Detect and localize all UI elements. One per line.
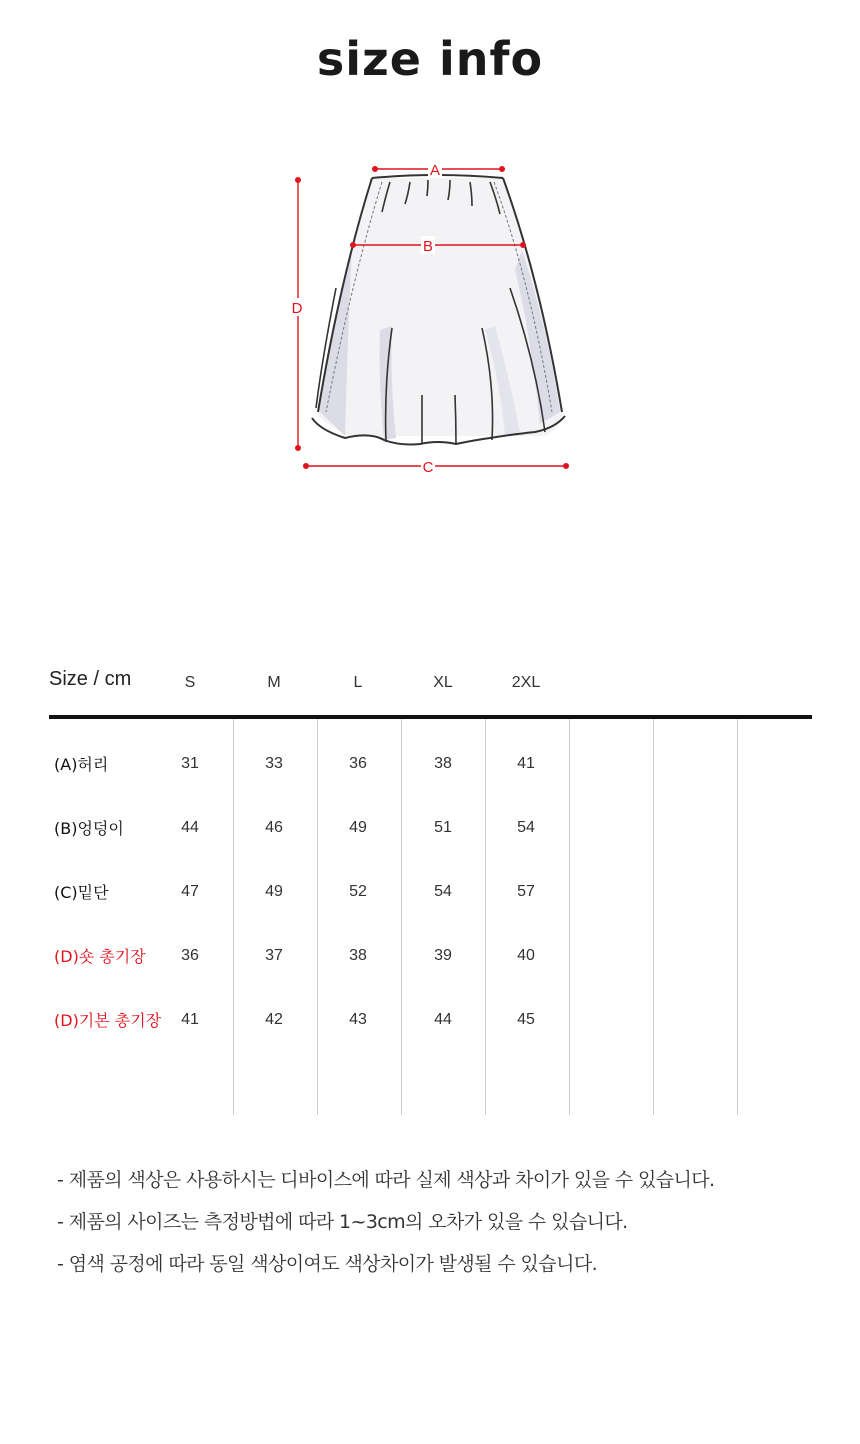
column-divider	[233, 719, 234, 1115]
table-cell: 39	[434, 947, 452, 964]
notice-item: - 염색 공정에 따라 동일 색상이여도 색상차이가 발생될 수 있습니다.	[57, 1253, 598, 1275]
size-column-header: 2XL	[511, 674, 541, 691]
notice-list	[57, 1166, 714, 1292]
table-cell: 41	[517, 755, 535, 772]
table-cell: 37	[265, 947, 283, 964]
table-cell: 33	[265, 755, 283, 772]
table-cell: 40	[517, 947, 535, 964]
table-cell: 42	[265, 1011, 283, 1028]
table-cell: 44	[181, 819, 199, 836]
size-column-header: S	[184, 674, 196, 691]
column-divider	[317, 719, 318, 1115]
table-cell: 36	[181, 947, 199, 964]
table-cell: 46	[265, 819, 283, 836]
column-divider	[569, 719, 570, 1115]
table-cell: 41	[181, 1011, 199, 1028]
size-column-header: XL	[433, 674, 453, 691]
table-header-label: Size / cm	[49, 668, 132, 690]
skirt-measurement-diagram	[0, 0, 860, 500]
table-cell: 49	[265, 883, 283, 900]
table-header-rule	[49, 715, 812, 719]
row-label: (A)허리	[54, 755, 109, 774]
page-title: size info	[316, 32, 544, 86]
table-cell: 52	[349, 883, 367, 900]
row-label: (D)기본 총기장	[54, 1011, 162, 1030]
row-label: (C)밑단	[54, 883, 109, 902]
table-cell: 31	[181, 755, 199, 772]
table-cell: 43	[349, 1011, 367, 1028]
skirt-fold-4	[455, 395, 456, 444]
measure-label-a: A	[429, 162, 441, 179]
table-cell: 38	[434, 755, 452, 772]
notice-item: - 제품의 색상은 사용하시는 디바이스에 따라 실제 색상과 차이가 있을 수 있습니다.	[57, 1169, 715, 1191]
table-cell: 38	[349, 947, 367, 964]
column-divider	[653, 719, 654, 1115]
column-divider	[485, 719, 486, 1115]
measure-label-d: D	[291, 300, 303, 317]
measure-label-c: C	[422, 459, 434, 476]
table-cell: 44	[434, 1011, 452, 1028]
row-label: (B)엉덩이	[54, 819, 124, 838]
table-cell: 57	[517, 883, 535, 900]
table-cell: 54	[434, 883, 452, 900]
notice-item: - 제품의 사이즈는 측정방법에 따라 1~3cm의 오차가 있을 수 있습니다.	[57, 1211, 628, 1233]
size-column-header: L	[353, 674, 363, 691]
table-cell: 36	[349, 755, 367, 772]
table-cell: 49	[349, 819, 367, 836]
measure-label-b: B	[422, 238, 434, 255]
table-cell: 45	[517, 1011, 535, 1028]
table-cell: 47	[181, 883, 199, 900]
column-divider	[737, 719, 738, 1115]
column-divider	[401, 719, 402, 1115]
row-label: (D)숏 총기장	[54, 947, 146, 966]
table-cell: 51	[434, 819, 452, 836]
size-column-header: M	[267, 674, 281, 691]
table-cell: 54	[517, 819, 535, 836]
